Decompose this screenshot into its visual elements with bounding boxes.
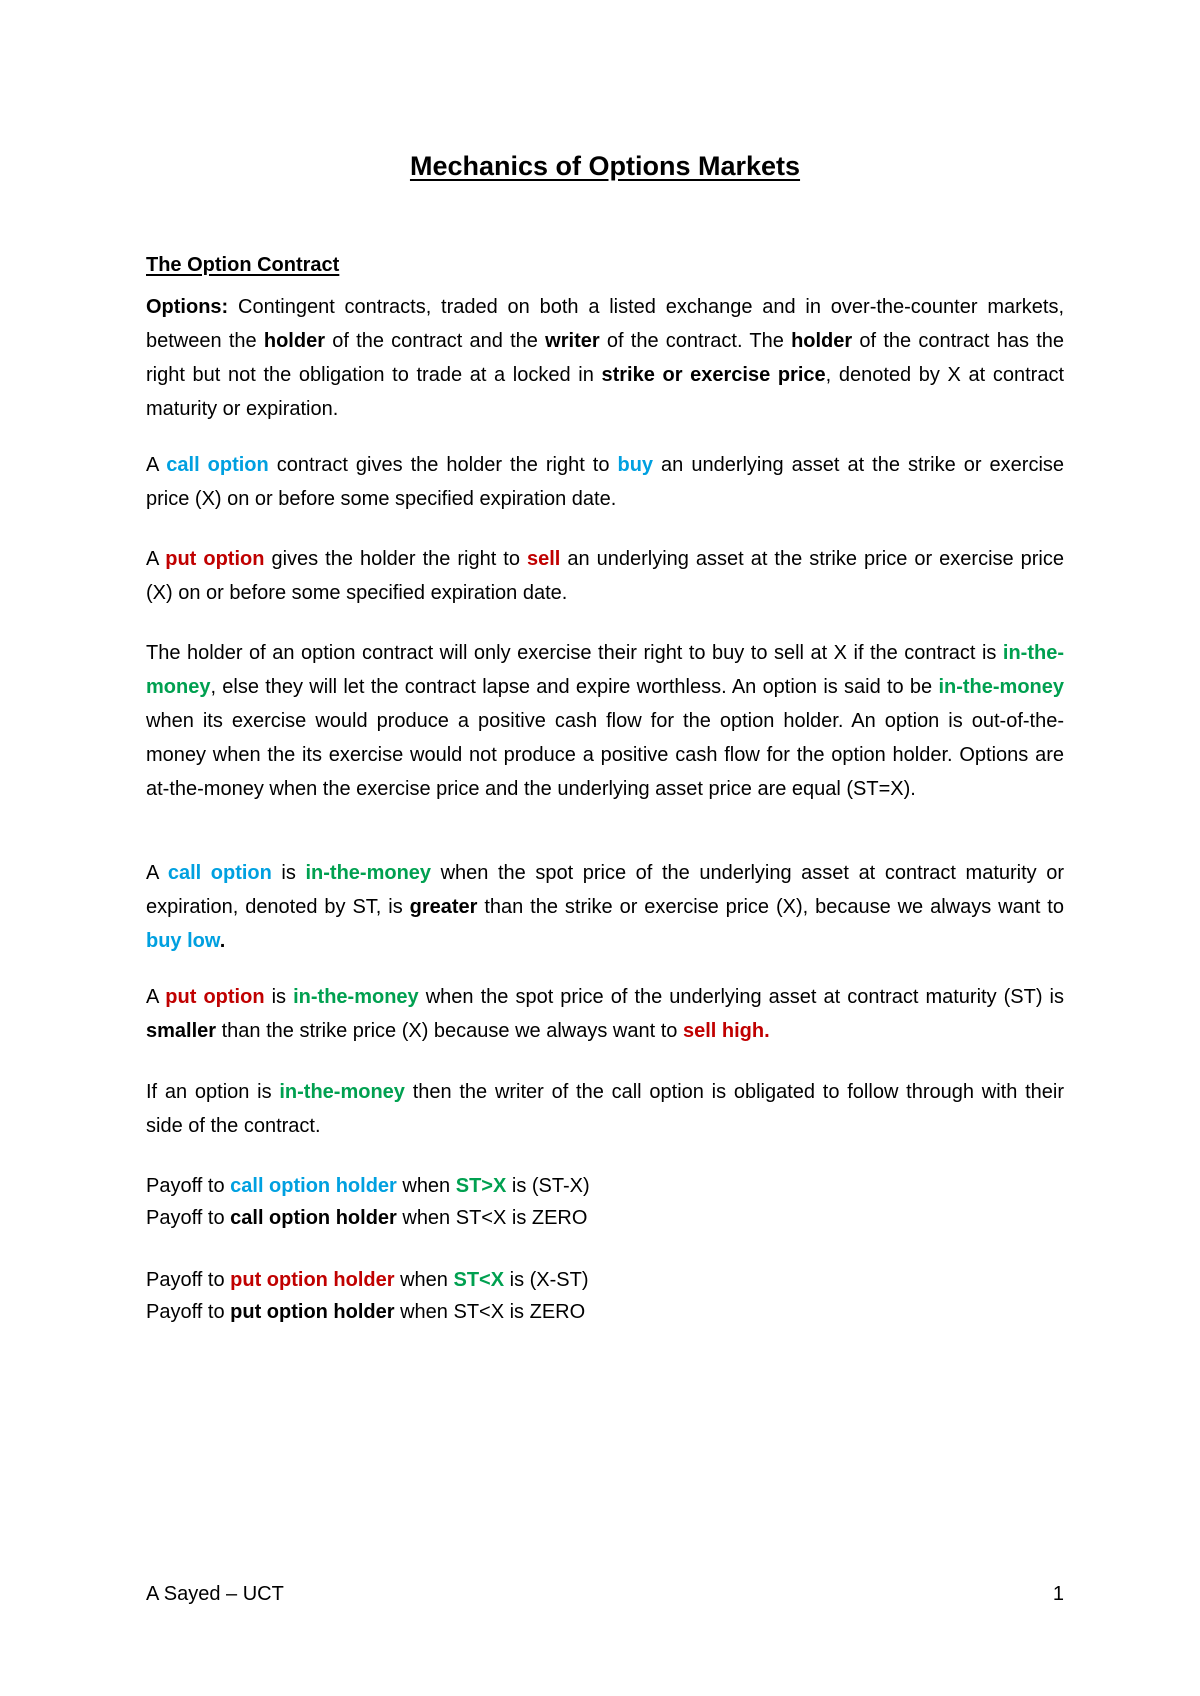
footer-page-number: 1 bbox=[1052, 1583, 1064, 1605]
paragraph-put-option: A put option gives the holder the right to sell an underlying asset at the strike price or exercise price (X) on or before some specified expiration date. bbox=[146, 548, 1064, 604]
paragraph-put-in-the-money: A put option is in-the-money when the spot price of the underlying asset at contract maturity (ST) is smaller than the strike price (X) because we always want to sell high. bbox=[146, 986, 1064, 1042]
footer-author: A Sayed – UCT bbox=[146, 1583, 284, 1605]
paragraph-writer-obligation: If an option is in-the-money then the writer of the call option is obligated to follow through with their side of the contract. bbox=[146, 1081, 1064, 1137]
page-title: Mechanics of Options Markets bbox=[409, 151, 801, 181]
section-heading: The Option Contract bbox=[146, 254, 340, 276]
payoff-put-out-of-the-money: Payoff to put option holder when ST<X is ZERO bbox=[146, 1301, 586, 1323]
payoff-call-in-the-money: Payoff to call option holder when ST>X is (ST-X) bbox=[146, 1175, 590, 1197]
paragraph-call-in-the-money: A call option is in-the-money when the spot price of the underlying asset at contract maturity or expiration, denoted by ST, is greater than the strike or exercise price (X), because we always want to buy low. bbox=[146, 862, 1065, 952]
paragraph-call-option: A call option contract gives the holder the right to buy an underlying asset at the strike or exercise price (X) on or before some specified expiration date. bbox=[146, 454, 1065, 510]
paragraph-moneyness: The holder of an option contract will only exercise their right to buy to sell at X if the contract is in-the-money, else they will let the contract lapse and expire worthless. An option is said to be in-the-money when its exercise would produce a positive cash flow for the option holder. An option is out-of-the-money when the its exercise would not produce a positive cash flow for the option holder. Options are at-the-money when the exercise price and the underlying asset price are equal (ST=X). bbox=[146, 642, 1064, 800]
paragraph-options-definition: Options: Contingent contracts, traded on both a listed exchange and in over-the-counter markets, between the holder of the contract and the writer of the contract. The holder of the contract has the right but not the obligation to trade at a locked in strike or exercise price, denoted by X at contract maturity or expiration. bbox=[146, 296, 1065, 420]
payoff-call-out-of-the-money: Payoff to call option holder when ST<X is ZERO bbox=[146, 1207, 588, 1229]
payoff-put-in-the-money: Payoff to put option holder when ST<X is (X-ST) bbox=[146, 1269, 589, 1291]
